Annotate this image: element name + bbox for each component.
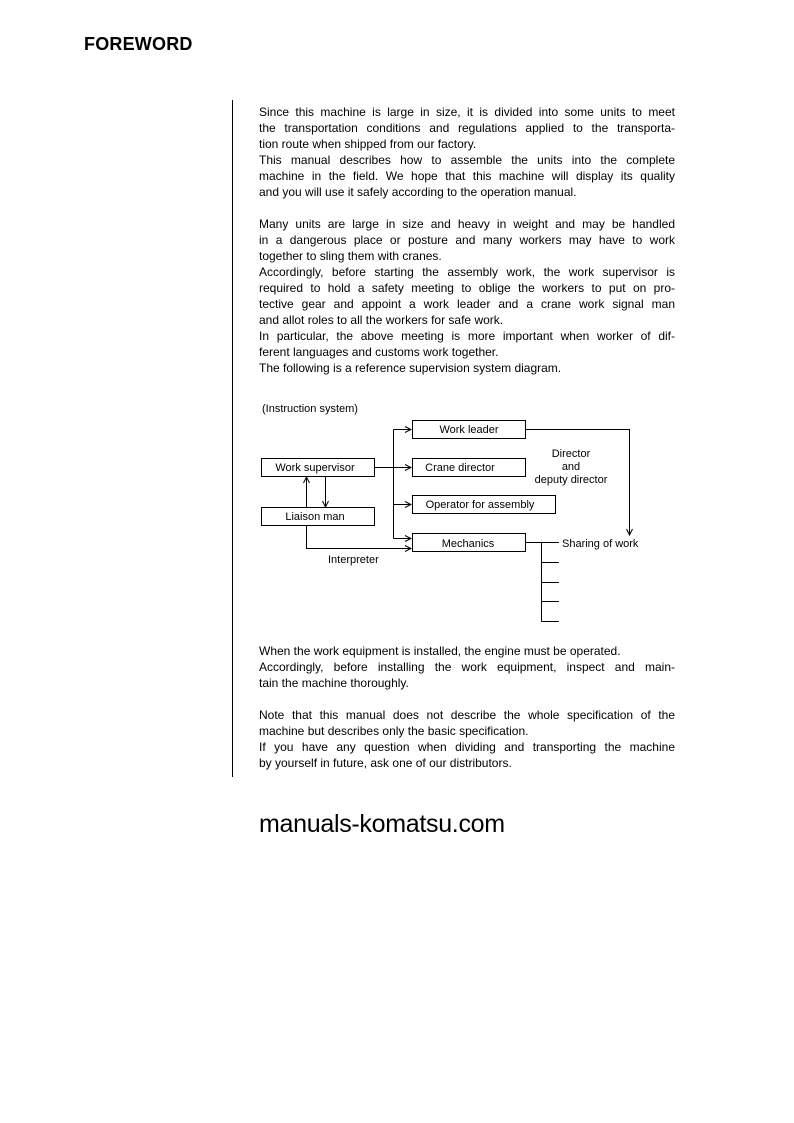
crane-director-label: Crane director bbox=[425, 462, 495, 474]
text-line: required to hold a safety meeting to oblige the workers to put on pro- bbox=[259, 281, 675, 295]
text-line: tain the machine thoroughly. bbox=[259, 676, 409, 690]
text-line: machine in the field. We hope that this machine will display its quality bbox=[259, 169, 675, 183]
text-line: In particular, the above meeting is more important when worker of dif- bbox=[259, 329, 675, 343]
text-line: and you will use it safely according to the operation manual. bbox=[259, 185, 577, 199]
text-line: together to sling them with cranes. bbox=[259, 249, 442, 263]
interpreter-label: Interpreter bbox=[328, 554, 379, 566]
mechanics-label: Mechanics bbox=[441, 538, 495, 550]
text-line: Accordingly, before installing the work equipment, inspect and main- bbox=[259, 660, 675, 674]
sharing-lines bbox=[526, 543, 560, 622]
diagram-caption: (Instruction system) bbox=[262, 403, 358, 415]
text-line: in a dangerous place or posture and many workers may have to work bbox=[259, 233, 675, 247]
sharing-label: Sharing of work bbox=[562, 538, 639, 550]
outro-paragraph-1 bbox=[259, 643, 675, 691]
text-line: When the work equipment is installed, the engine must be operated. bbox=[259, 644, 621, 658]
outro-paragraph-2 bbox=[259, 707, 675, 771]
director-label: deputy director bbox=[534, 474, 608, 486]
work-supervisor-label: Work supervisor bbox=[275, 462, 355, 474]
text-line: ferent languages and customs work together. bbox=[259, 345, 499, 359]
page-title: FOREWORD bbox=[84, 34, 193, 54]
connector bbox=[307, 526, 412, 549]
text-line: machine but describes only the basic specification. bbox=[259, 724, 529, 738]
text-line: Note that this manual does not describe the whole specification of the bbox=[259, 708, 675, 722]
text-line: the transportation conditions and regulations applied to the transporta- bbox=[259, 121, 675, 135]
text-line: Accordingly, before starting the assembly work, the work supervisor is bbox=[259, 265, 675, 279]
text-line: by yourself in future, ask one of our distributors. bbox=[259, 756, 512, 770]
director-label: Director bbox=[551, 448, 591, 460]
text-line: This manual describes how to assemble the units into the complete bbox=[259, 153, 675, 167]
text-line: and allot roles to all the workers for safe work. bbox=[259, 313, 504, 327]
liaison-man-label: Liaison man bbox=[285, 511, 345, 523]
text-line: If you have any question when dividing and transporting the machine bbox=[259, 740, 675, 754]
operator-label: Operator for assembly bbox=[425, 499, 535, 511]
text-line: The following is a reference supervision system diagram. bbox=[259, 361, 562, 375]
text-line: tective gear and appoint a work leader and a crane work signal man bbox=[259, 297, 675, 311]
director-label: and bbox=[561, 461, 581, 473]
text-line: Many units are large in size and heavy in weight and may be handled bbox=[259, 217, 675, 231]
text-line: Since this machine is large in size, it is divided into some units to meet bbox=[259, 105, 675, 119]
work-leader-label: Work leader bbox=[439, 424, 499, 436]
text-line: tion route when shipped from our factory. bbox=[259, 137, 477, 151]
watermark: manuals-komatsu.com bbox=[259, 810, 505, 838]
